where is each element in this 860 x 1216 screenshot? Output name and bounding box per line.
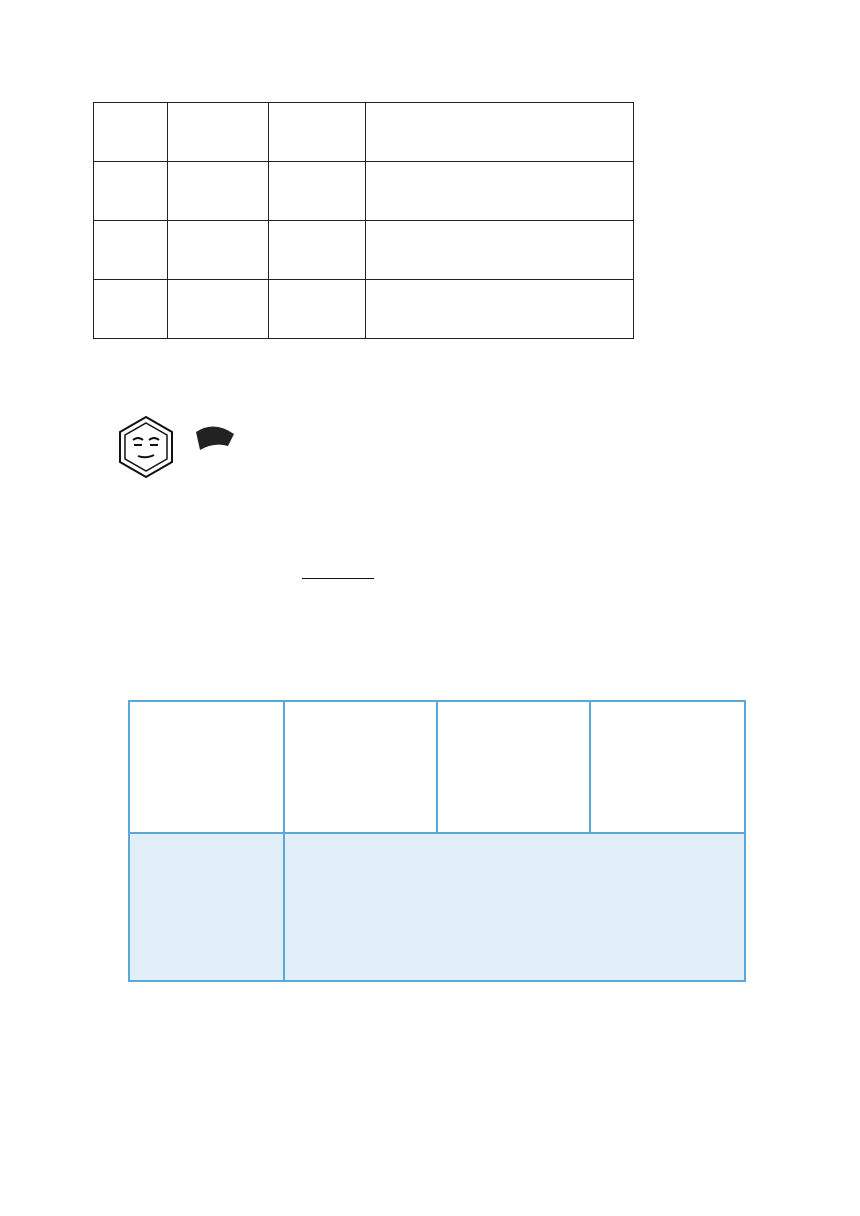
chart-c-svg xyxy=(438,702,591,832)
chart-d-description xyxy=(591,834,744,980)
row-id xyxy=(94,103,168,162)
impurity xyxy=(269,162,366,221)
chart-a-description xyxy=(130,834,283,980)
q14-option-d xyxy=(104,624,132,644)
method xyxy=(366,162,634,221)
method xyxy=(366,103,634,162)
substance xyxy=(168,280,269,339)
table-row xyxy=(94,103,634,162)
method xyxy=(366,280,634,339)
table-row xyxy=(94,162,634,221)
q14-option-b xyxy=(104,546,132,566)
impurity xyxy=(269,221,366,280)
row-id xyxy=(94,280,168,339)
chart-d-svg xyxy=(591,702,744,832)
substance xyxy=(168,103,269,162)
benzene-emoji-icon xyxy=(112,414,247,480)
method xyxy=(366,221,634,280)
options-table xyxy=(93,102,634,339)
table-row xyxy=(94,280,634,339)
chart-d xyxy=(591,702,744,832)
substance xyxy=(168,221,269,280)
chart-a-svg xyxy=(130,702,283,832)
q14-option-c xyxy=(104,591,132,611)
q14-option-a xyxy=(104,512,132,532)
chart-b-description xyxy=(285,834,438,980)
row-id xyxy=(94,221,168,280)
chart-c xyxy=(438,702,591,832)
row-id xyxy=(94,162,168,221)
fraction-denominator xyxy=(302,579,374,580)
chart-a xyxy=(130,702,283,832)
impurity xyxy=(269,103,366,162)
fraction xyxy=(302,577,374,580)
impurity xyxy=(269,280,366,339)
chart-b xyxy=(285,702,438,832)
substance xyxy=(168,162,269,221)
q15-chart-panel xyxy=(128,700,746,982)
chart-b-svg xyxy=(285,702,438,832)
table-row xyxy=(94,221,634,280)
chart-c-description xyxy=(438,834,591,980)
